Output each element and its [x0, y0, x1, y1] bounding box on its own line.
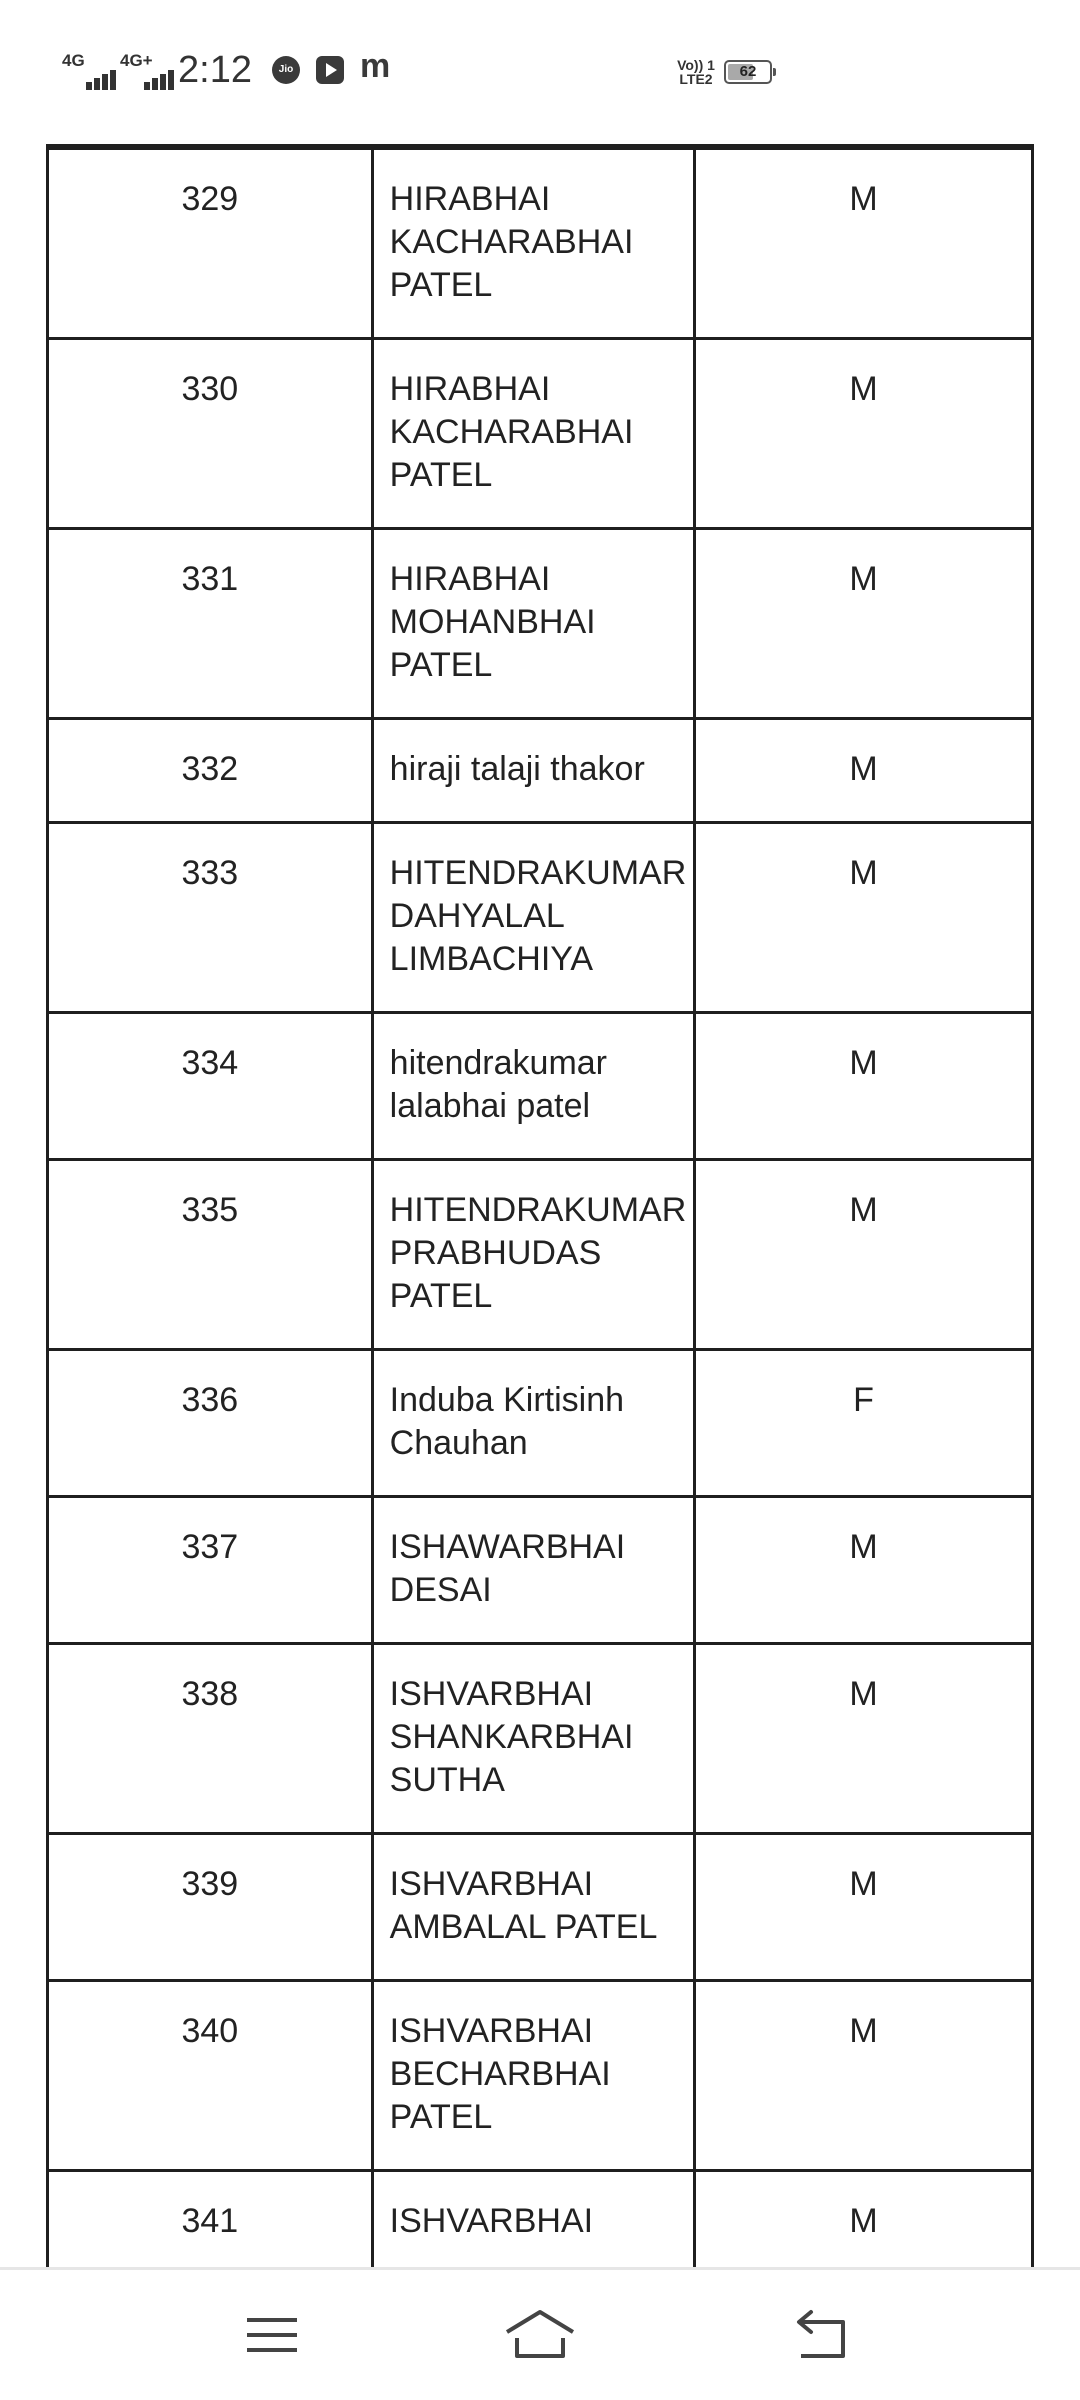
navigation-bar [0, 2267, 1080, 2400]
name-cell: ISHVARBHAI BECHARBHAI PATEL [372, 1981, 694, 2171]
m-app-icon: m [360, 47, 391, 85]
battery-icon [724, 60, 772, 84]
row-number-cell: 329 [48, 149, 373, 339]
table-row [48, 1644, 1033, 1834]
gender-cell: M [695, 529, 1033, 719]
gender-cell: M [695, 1497, 1033, 1644]
jio-icon: Jio [272, 56, 300, 84]
name-cell: HIRABHAI MOHANBHAI PATEL [372, 529, 694, 719]
table-row [48, 149, 1033, 339]
name-cell: ISHVARBHAI [372, 2171, 694, 2271]
gender-cell: M [695, 1834, 1033, 1981]
status-bar [0, 0, 1080, 122]
gender-cell: M [695, 2171, 1033, 2271]
youtube-icon [316, 56, 344, 84]
name-cell: ISHVARBHAI SHANKARBHAI SUTHA [372, 1644, 694, 1834]
home-icon [495, 2300, 585, 2370]
back-icon [777, 2300, 867, 2370]
table-row [48, 1160, 1033, 1350]
sim1-network-label: 4G [62, 51, 85, 70]
table-row [48, 1981, 1033, 2171]
back-button[interactable] [777, 2300, 867, 2370]
sim2-network-label: 4G+ [120, 51, 153, 70]
name-cell: hiraji talaji thakor [372, 719, 694, 823]
row-number-cell: 341 [48, 2171, 373, 2271]
table-row [48, 719, 1033, 823]
menu-icon [227, 2300, 317, 2370]
row-number-cell: 333 [48, 823, 373, 1013]
gender-cell: M [695, 1013, 1033, 1160]
table-viewport[interactable] [0, 122, 1080, 2270]
row-number-cell: 334 [48, 1013, 373, 1160]
table-row [48, 1834, 1033, 1981]
name-cell: ISHVARBHAI AMBALAL PATEL [372, 1834, 694, 1981]
name-cell: HIRABHAI KACHARABHAI PATEL [372, 339, 694, 529]
gender-cell: M [695, 149, 1033, 339]
name-cell: HIRABHAI KACHARABHAI PATEL [372, 149, 694, 339]
name-cell: ISHAWARBHAI DESAI [372, 1497, 694, 1644]
table-row [48, 339, 1033, 529]
data-table [46, 144, 1034, 2270]
gender-cell: M [695, 719, 1033, 823]
row-number-cell: 335 [48, 1160, 373, 1350]
name-cell: Induba Kirtisinh Chauhan [372, 1350, 694, 1497]
gender-cell: M [695, 823, 1033, 1013]
gender-cell: M [695, 1160, 1033, 1350]
battery-percent: 62 [739, 63, 757, 80]
table-row [48, 1350, 1033, 1497]
status-time: 2:12 [178, 49, 252, 91]
table-row [48, 1497, 1033, 1644]
menu-button[interactable] [227, 2300, 317, 2370]
name-cell: HITENDRAKUMAR PRABHUDAS PATEL [372, 1160, 694, 1350]
table-row [48, 529, 1033, 719]
volte-icon: Vo)) 1 LTE2 [677, 57, 715, 87]
gender-cell: F [695, 1350, 1033, 1497]
gender-cell: M [695, 1644, 1033, 1834]
home-button[interactable] [495, 2300, 585, 2370]
row-number-cell: 332 [48, 719, 373, 823]
row-number-cell: 336 [48, 1350, 373, 1497]
row-number-cell: 331 [48, 529, 373, 719]
table-row [48, 823, 1033, 1013]
name-cell: hitendrakumar lalabhai patel [372, 1013, 694, 1160]
name-cell: HITENDRAKUMAR DAHYALAL LIMBACHIYA [372, 823, 694, 1013]
row-number-cell: 330 [48, 339, 373, 529]
table-row [48, 1013, 1033, 1160]
gender-cell: M [695, 1981, 1033, 2171]
gender-cell: M [695, 339, 1033, 529]
row-number-cell: 340 [48, 1981, 373, 2171]
row-number-cell: 339 [48, 1834, 373, 1981]
row-number-cell: 338 [48, 1644, 373, 1834]
table-row [48, 2171, 1033, 2271]
row-number-cell: 337 [48, 1497, 373, 1644]
